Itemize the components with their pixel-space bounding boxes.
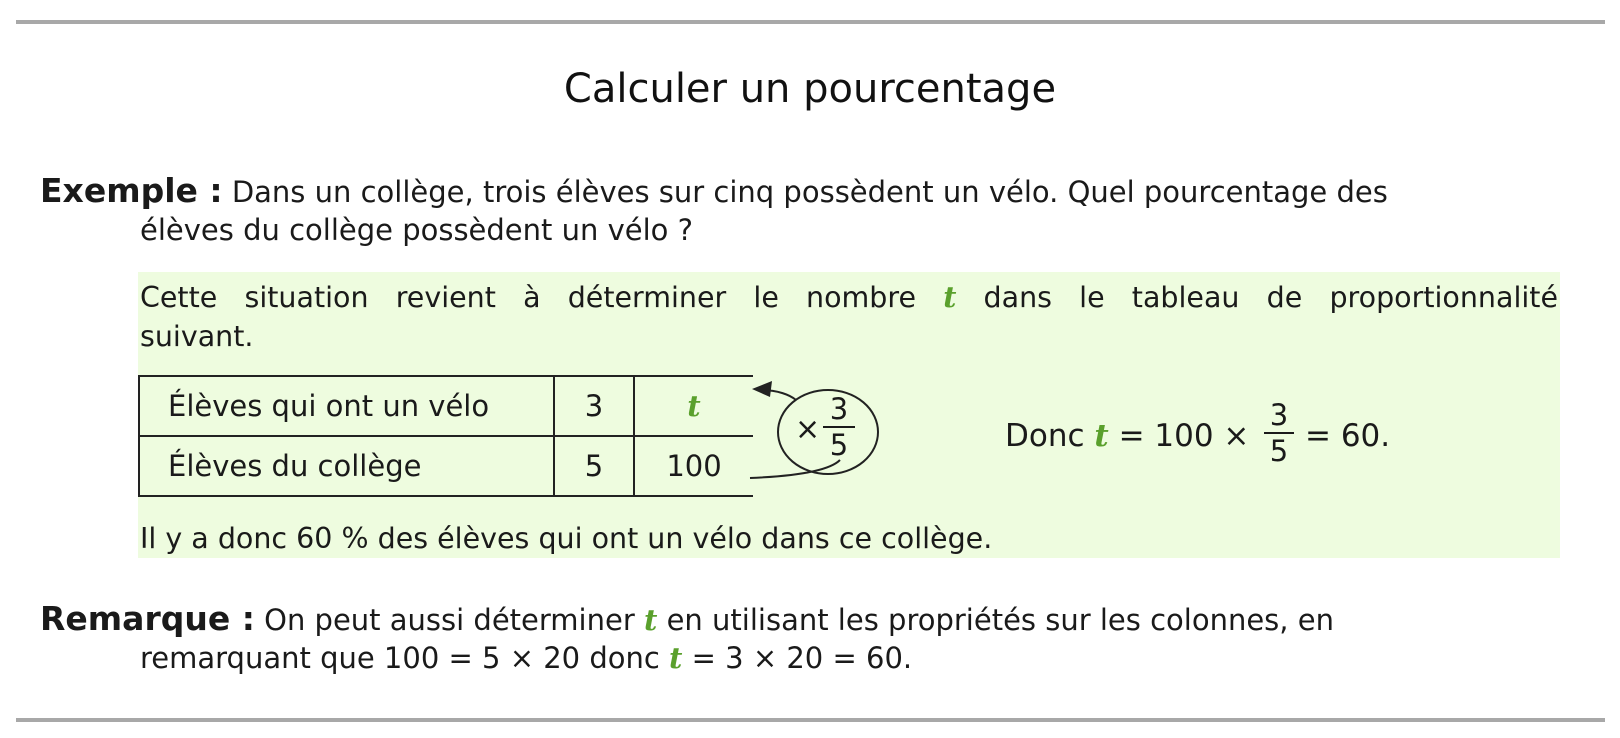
solution-intro-end: dans le tableau de proportionnalité bbox=[983, 281, 1558, 314]
variable-t: t bbox=[643, 603, 658, 637]
table-cell: 100 bbox=[634, 436, 753, 496]
result-suffix: = 60. bbox=[1305, 418, 1391, 454]
table-cell-variable: t bbox=[634, 376, 753, 436]
conclusion: Il y a donc 60 % des élèves qui ont un vélo dans ce collège. bbox=[140, 522, 993, 555]
fraction-numerator: 3 bbox=[1269, 398, 1289, 432]
example-text-2: élèves du collège possèdent un vélo ? bbox=[140, 213, 694, 247]
operator-fraction bbox=[823, 392, 855, 462]
remark-text-1a: On peut aussi déterminer bbox=[264, 603, 635, 637]
result-expression bbox=[1005, 418, 1249, 454]
table-cell: 3 bbox=[554, 376, 634, 436]
bottom-rule bbox=[16, 718, 1605, 722]
arrow-head bbox=[752, 381, 772, 397]
operator-symbol: × bbox=[795, 412, 821, 447]
table-cell: 5 bbox=[554, 436, 634, 496]
variable-t: t bbox=[1094, 418, 1109, 454]
remark-text-2a: remarquant que 100 = 5 × 20 donc bbox=[140, 641, 660, 675]
fraction-denominator: 5 bbox=[1269, 434, 1289, 468]
example-text-1: Dans un collège, trois élèves sur cinq possèdent un vélo. Quel pourcentage des bbox=[231, 175, 1388, 209]
fraction-numerator: 3 bbox=[829, 392, 849, 426]
solution-intro-cont: suivant. bbox=[140, 320, 254, 353]
result-prefix: Donc bbox=[1005, 418, 1085, 454]
solution-intro-start: Cette situation revient à déterminer le nombre bbox=[140, 281, 917, 314]
table-cell: Élèves qui ont un vélo bbox=[139, 376, 554, 436]
variable-t: t bbox=[943, 280, 957, 314]
result-fraction bbox=[1264, 398, 1294, 468]
remark-text-1b: en utilisant les propriétés sur les colonnes, en bbox=[666, 603, 1334, 637]
remark-line-2 bbox=[40, 639, 1560, 677]
fraction-denominator: 5 bbox=[829, 428, 849, 462]
page-title: Calculer un pourcentage bbox=[563, 66, 1057, 112]
remark-text-2b: = 3 × 20 = 60. bbox=[691, 641, 913, 675]
table-cell: Élèves du collège bbox=[139, 436, 554, 496]
variable-t: t bbox=[669, 641, 683, 675]
example-label: Exemple : bbox=[40, 171, 223, 210]
remark-paragraph bbox=[40, 600, 1560, 677]
result-middle: = 100 × bbox=[1118, 418, 1250, 454]
remark-label: Remarque : bbox=[40, 599, 255, 638]
